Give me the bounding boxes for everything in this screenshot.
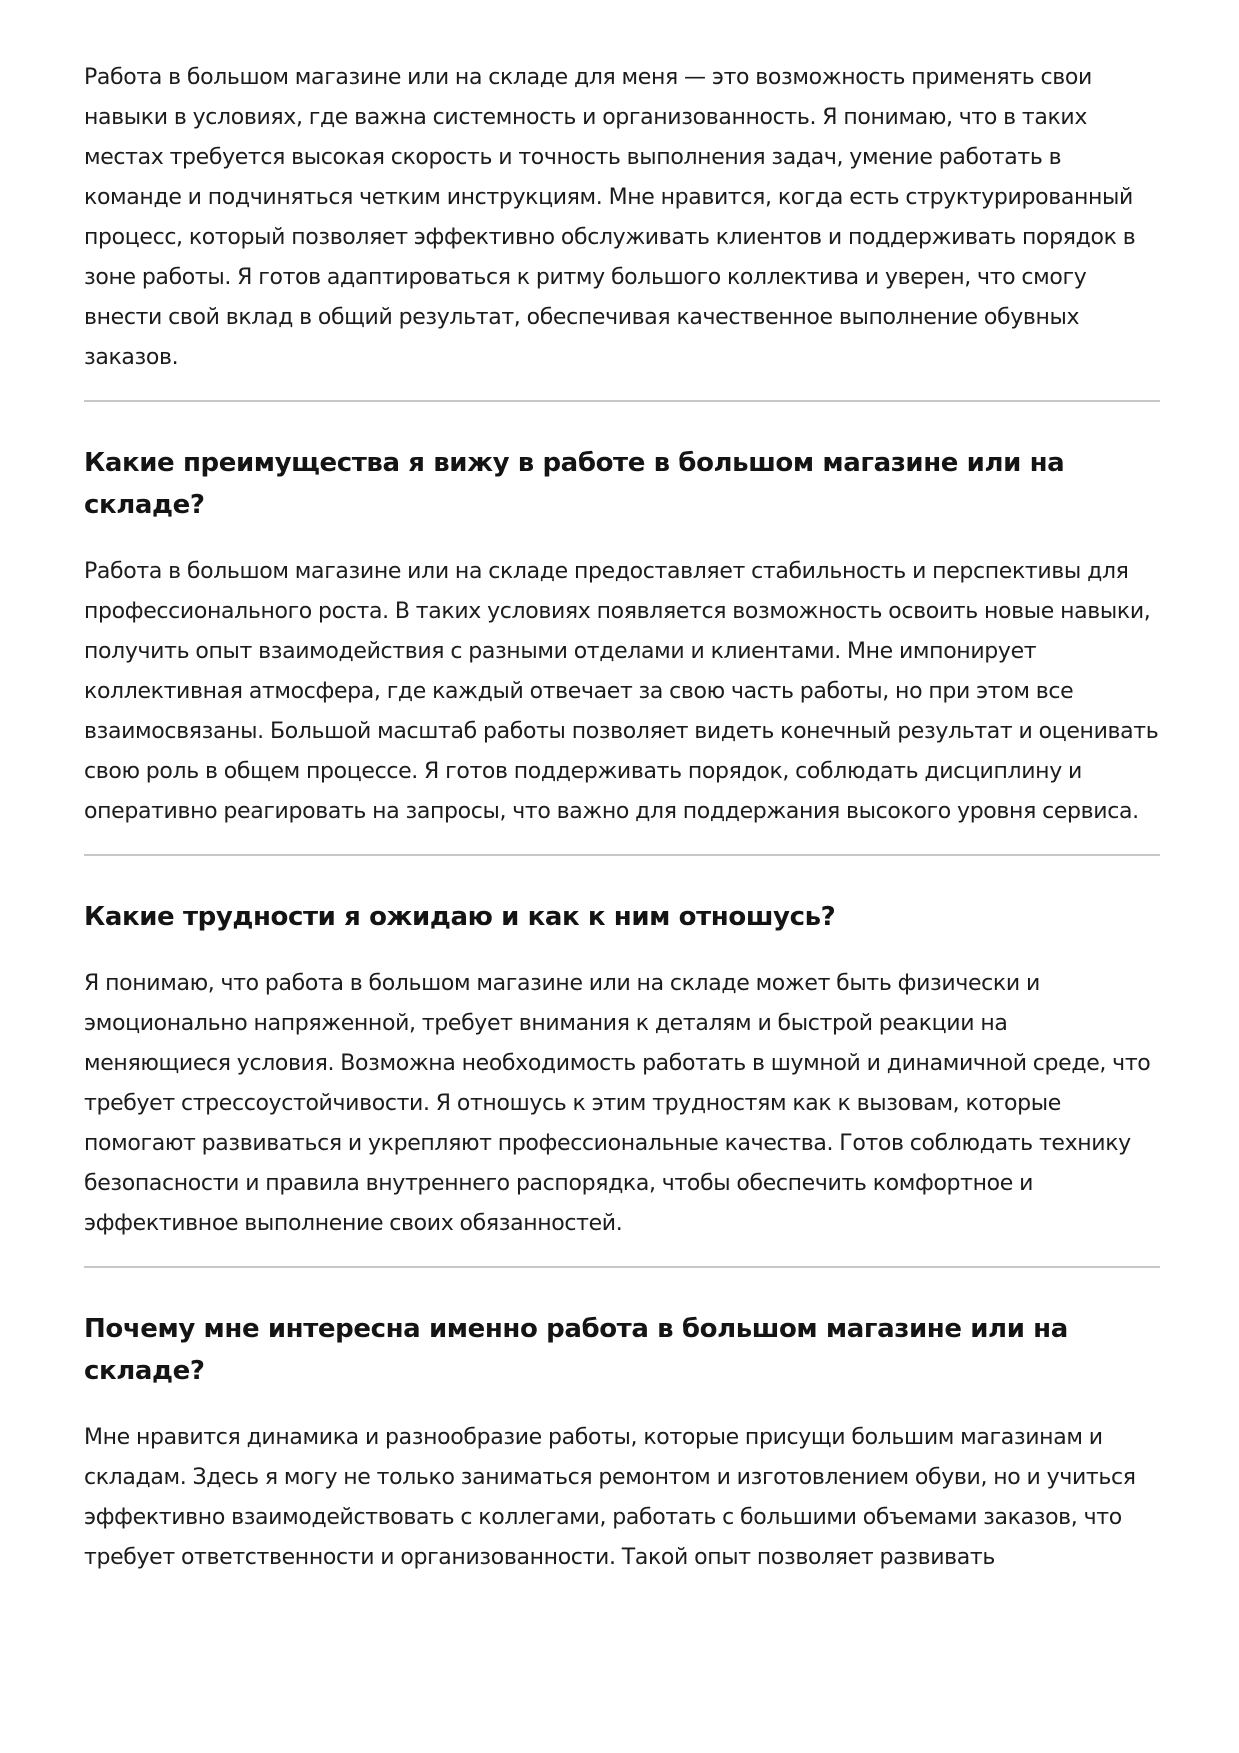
section-paragraph-difficulties: Я понимаю, что работа в большом магазине или на складе может быть физически и эмоционально напряженной, требует внимания к деталям и быстрой реакции на меняющиеся условия. Возможна необходимость работать в шумной и динамичной среде, что требует стрессоустойчивости. Я отношусь к этим трудностям как к вызовам, которые помогают развиваться и укрепляют профессиональные качества. Готов соблюдать технику безопасности и правила внутреннего распорядка, чтобы обеспечить комфортное и эффективное выполнение своих обязанностей. <box>84 971 1151 1236</box>
intro-paragraph: Работа в большом магазине или на складе для меня — это возможность применять свои навыки в условиях, где важна системность и организованность. Я понимаю, что в таких местах требуется высокая скорость и точность выполнения задач, умение работать в команде и подчиняться четким инструкциям. Мне нравится, когда есть структурированный процесс, который позволяет эффективно обслуживать клиентов и поддерживать порядок в зоне работы. Я готов адаптироваться к ритму большого коллектива и уверен, что смогу внести свой вклад в общий результат, обеспечивая качественное выполнение обувных заказов. <box>84 65 1136 370</box>
section-divider <box>84 400 1160 402</box>
section-heading-interest: Почему мне интересна именно работа в большом магазине или на складе? <box>84 1314 1068 1386</box>
section-heading-difficulties: Какие трудности я ожидаю и как к ним отношусь? <box>84 902 836 932</box>
section-heading-advantages: Какие преимущества я вижу в работе в большом магазине или на складе? <box>84 448 1065 520</box>
document-page <box>84 58 1160 1578</box>
section-divider <box>84 1266 1160 1268</box>
section-paragraph-advantages: Работа в большом магазине или на складе предоставляет стабильность и перспективы для профессионального роста. В таких условиях появляется возможность освоить новые навыки, получить опыт взаимодействия с разными отделами и клиентами. Мне импонирует коллективная атмосфера, где каждый отвечает за свою часть работы, но при этом все взаимосвязаны. Большой масштаб работы позволяет видеть конечный результат и оценивать свою роль в общем процессе. Я готов поддерживать порядок, соблюдать дисциплину и оперативно реагировать на запросы, что важно для поддержания высокого уровня сервиса. <box>84 559 1159 824</box>
section-divider <box>84 854 1160 856</box>
section-paragraph-interest: Мне нравится динамика и разнообразие работы, которые присущи большим магазинам и складам. Здесь я могу не только заниматься ремонтом и изготовлением обуви, но и учиться эффективно взаимодействовать с коллегами, работать с большими объемами заказов, что требует ответственности и организованности. Такой опыт позволяет развивать <box>84 1425 1136 1570</box>
